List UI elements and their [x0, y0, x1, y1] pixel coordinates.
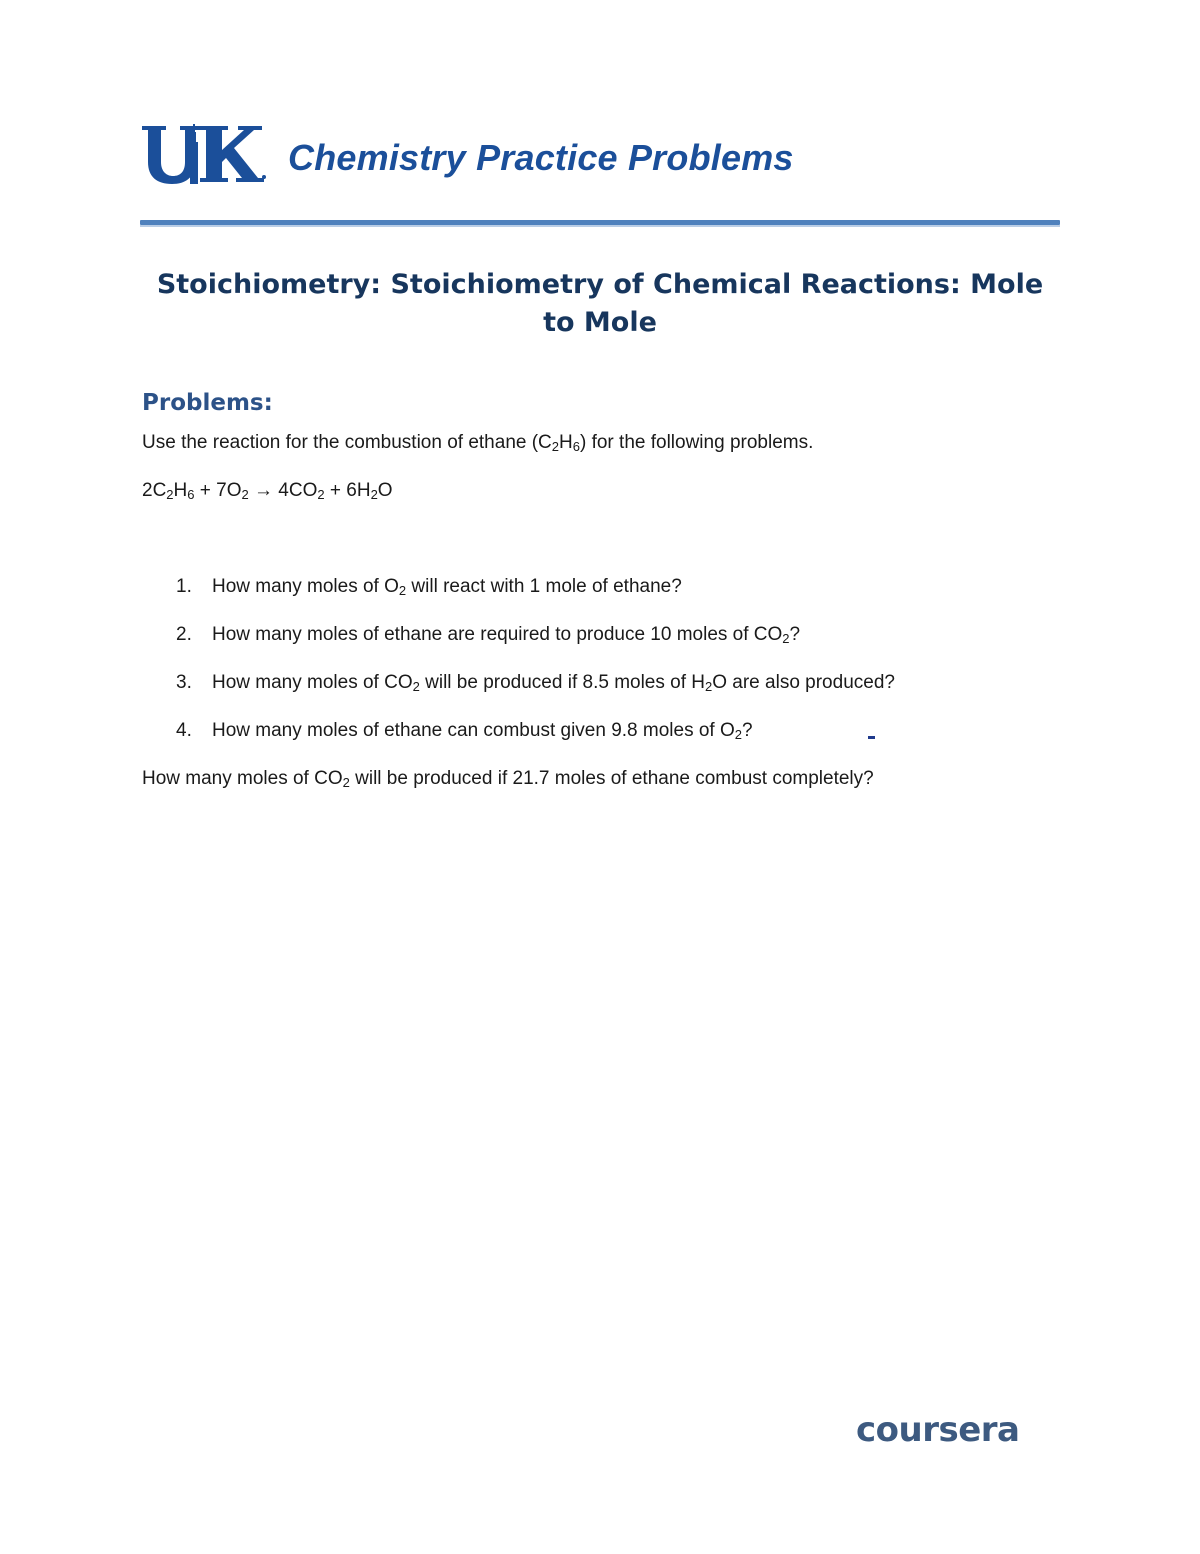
document-title: Chemistry Practice Problems	[288, 137, 794, 178]
coursera-logo: coursera	[856, 1410, 1020, 1450]
header-divider-shadow	[140, 225, 1060, 227]
final-question: How many moles of $CO_2$ will be produced if 21.7 moles of ethane combust completely?	[142, 768, 874, 790]
question-item: 2. How many moles of ethane are required to produce 10 moles of $CO_2$?	[176, 624, 801, 646]
stray-mark	[868, 736, 875, 739]
reaction-equation: $2C_2H_6 + 7O_2 \to 4CO_2 + 6H_2O$	[142, 480, 393, 502]
document-header	[140, 118, 794, 188]
arrow-icon: →	[248, 480, 279, 501]
question-item: 3. How many moles of $CO_2$ will be produced if 8.5 moles of $H_2O$ are also produced?	[176, 672, 895, 694]
section-heading	[140, 266, 1060, 342]
intro-text: Use the reaction for the combustion of ethane $(C_2H_6)$ for the following problems.	[142, 432, 814, 454]
section-heading-line-1: Stoichiometry: Stoichiometry of Chemical Reactions: Mole	[156, 269, 1044, 300]
question-item: 4. How many moles of ethane can combust given 9.8 moles of $O_2$?	[176, 720, 753, 742]
uk-logo	[140, 120, 268, 186]
problems-label: Problems:	[142, 390, 273, 416]
section-heading-line-2: to Mole	[543, 307, 657, 338]
question-item: 1. How many moles of $O_2$ will react with 1 mole of ethane?	[176, 576, 682, 598]
